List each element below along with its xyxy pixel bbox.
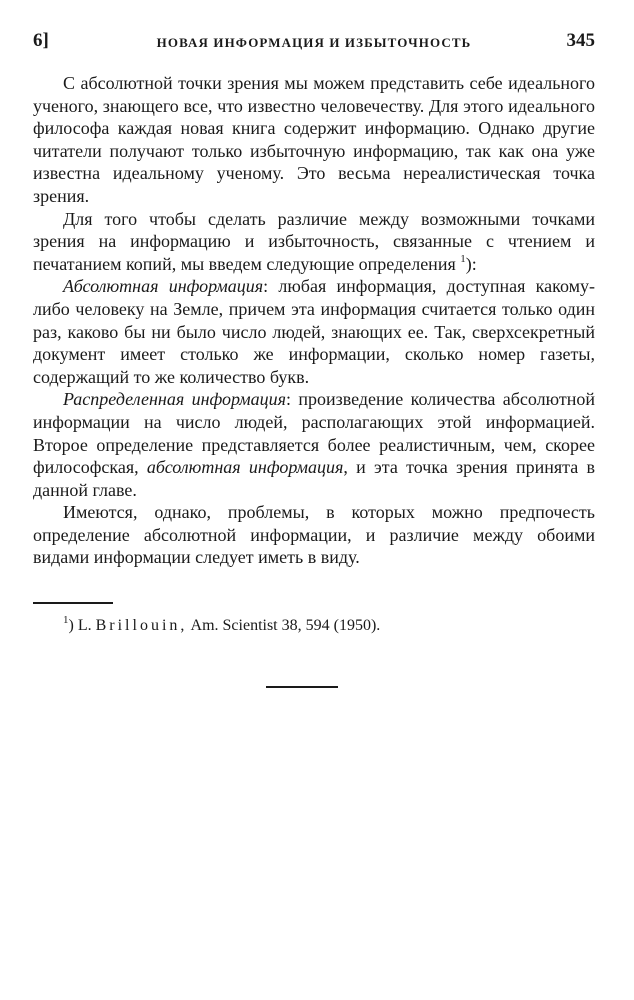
paragraph-problems: Имеются, однако, проблемы, в которых можно предпочесть определение абсолютной информации, и различие между обоими видами информации следует иметь в виду. xyxy=(33,502,595,568)
footnote-author: Brillouin, xyxy=(95,617,188,634)
distributed-information-conclusion: , и эта точка зрения принята в данной главе. xyxy=(33,457,595,500)
distributed-information-definition: : произведение количества абсолютной информации на число людей, располагающих этой информацией. Второе определение представляется более реалистичным, чем, скорее философская, xyxy=(33,389,595,478)
page-number: 345 xyxy=(566,30,595,51)
definitions-intro-end: ): xyxy=(465,253,477,274)
section-number: 6] xyxy=(33,30,49,51)
footnote-citation: Am. Scientist 38, 594 (1950). xyxy=(190,617,381,634)
running-title: НОВАЯ ИНФОРМАЦИЯ И ИЗБЫТОЧНОСТЬ xyxy=(156,35,472,50)
term-absolute-information-ref: абсолютная информация xyxy=(146,457,344,478)
term-absolute-information: Абсолютная информация xyxy=(63,276,264,297)
footnote-marker-close: ) xyxy=(68,617,74,634)
footnote-author-initial: L. xyxy=(77,617,92,634)
footnote-marker: 1 xyxy=(63,613,69,626)
running-header xyxy=(33,30,595,56)
term-distributed-information: Распределенная информация xyxy=(63,389,286,410)
footnote-divider xyxy=(33,602,113,604)
paragraph-absolute-information xyxy=(33,275,595,388)
paragraph-definitions-intro xyxy=(33,208,595,276)
definitions-intro-text: Для того чтобы сделать различие между возможными точками зрения на информацию и избыточность, связанные с чтением и печатанием копий, мы введем следующие определения xyxy=(33,208,595,274)
absolute-information-definition: : любая информация, доступная какому-либо человеку на Земле, причем эта информация считается только один раз, каково бы ни было число людей, знающих ее. Так, сверхсекретный документ имеет столько же информации, сколько номер газеты, содержащий то же количество букв. xyxy=(33,276,595,387)
footnote-reference: 1 xyxy=(460,252,466,265)
end-of-section-rule xyxy=(266,686,338,688)
paragraph-distributed-information xyxy=(33,388,595,501)
footnote xyxy=(63,613,381,636)
body-text xyxy=(33,72,595,569)
paragraph-absolute-viewpoint: С абсолютной точки зрения мы можем представить себе идеального ученого, знающего все, что известно человечеству. Для этого идеального философа каждая новая книга содержит информацию. Однако другие читатели получают только избыточную информацию, так как она уже известна идеальному ученому. Это весьма нереалистическая точка зрения. xyxy=(33,73,595,206)
